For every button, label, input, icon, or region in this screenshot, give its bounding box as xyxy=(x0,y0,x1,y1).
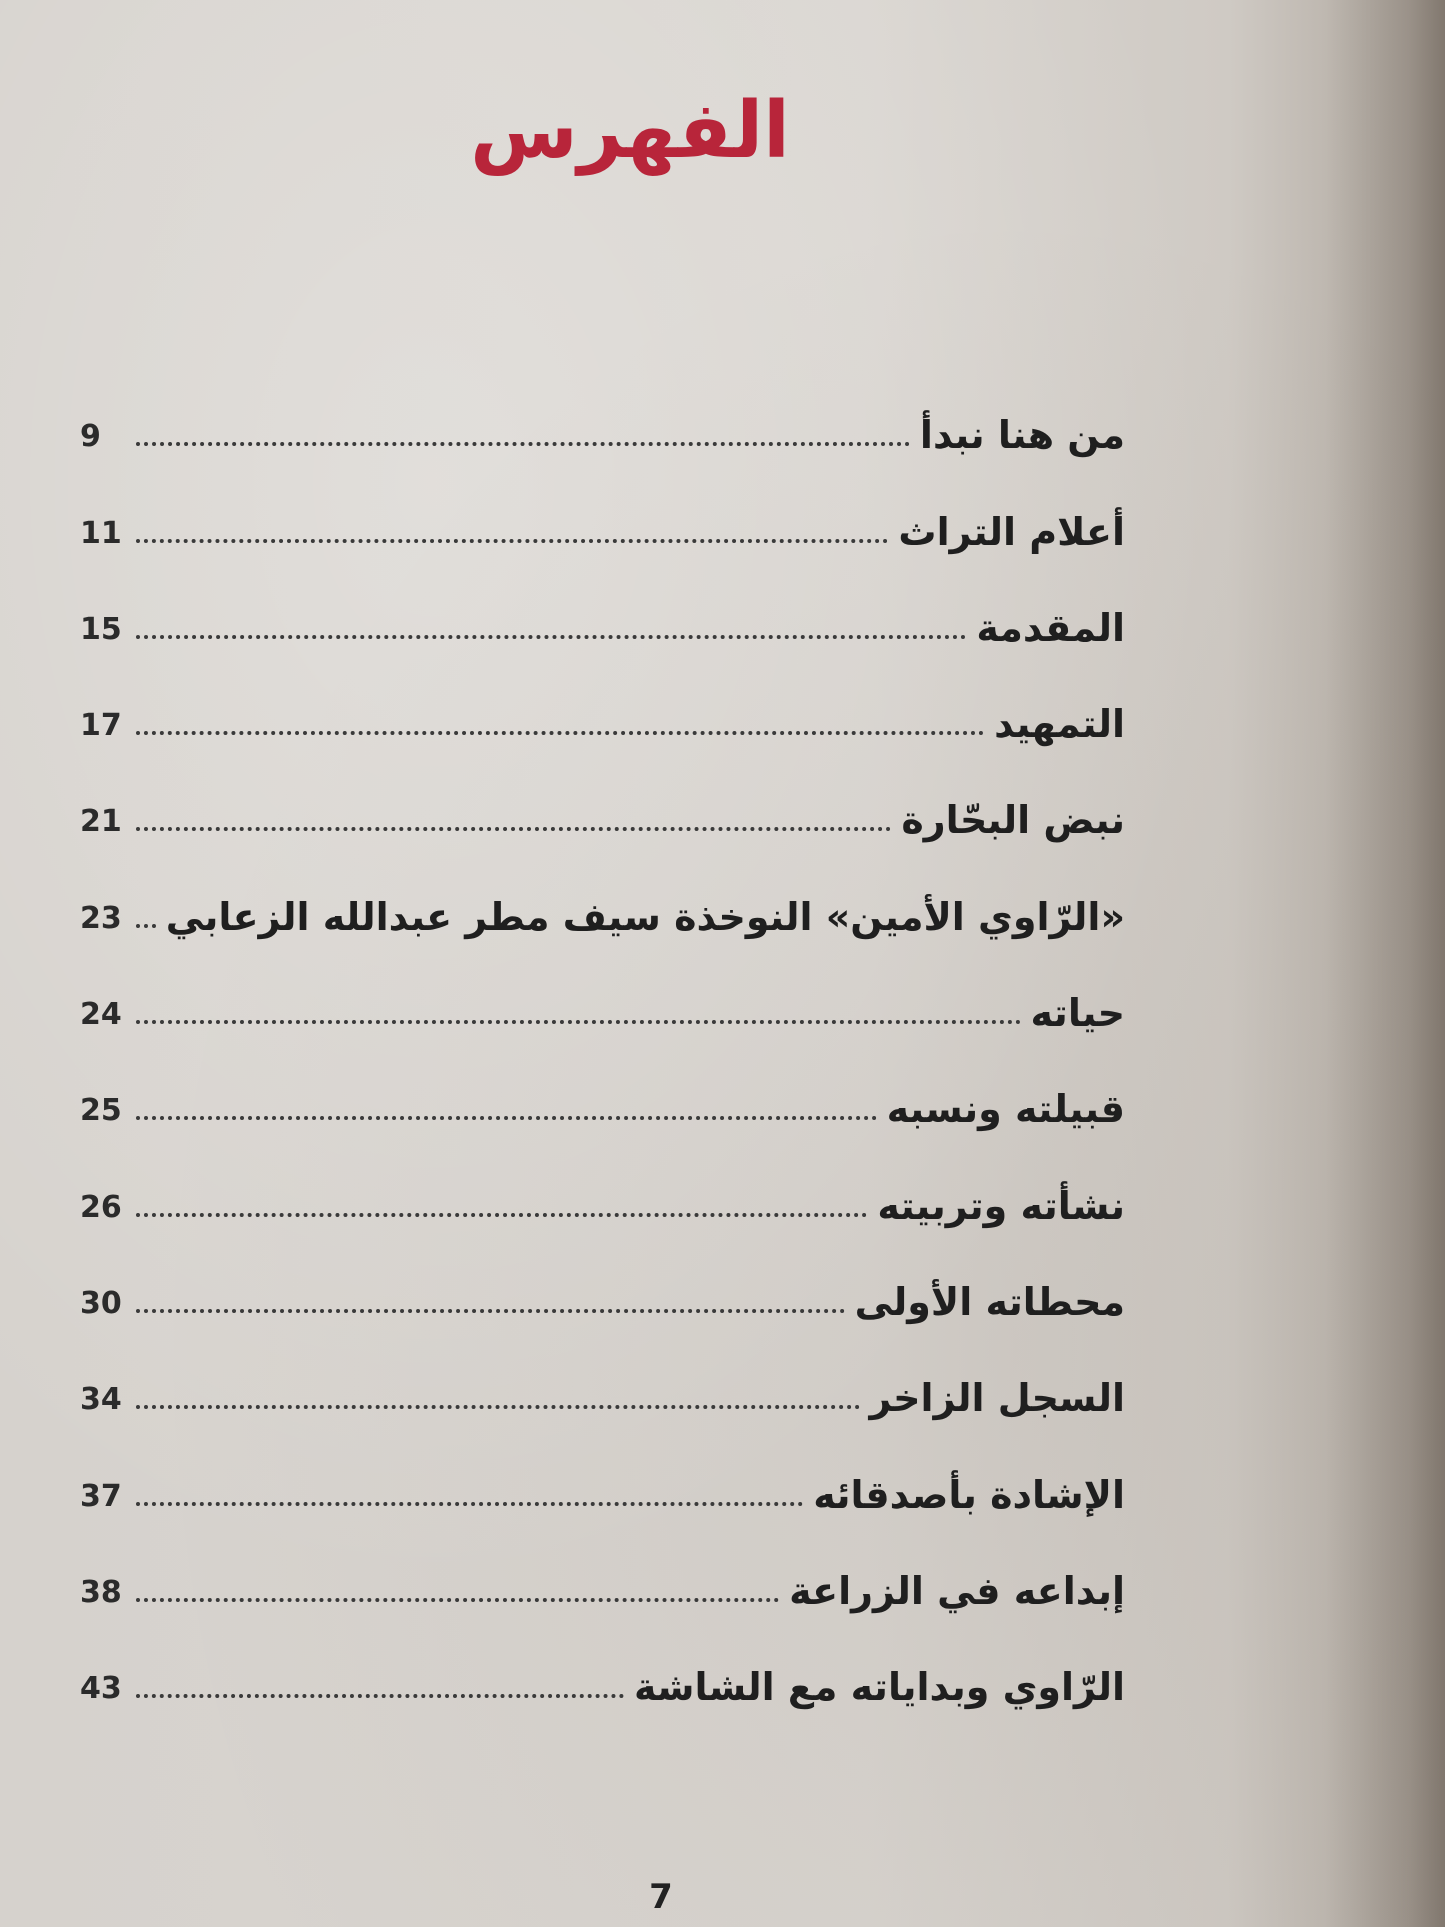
toc-page-number: 43 xyxy=(80,1671,122,1707)
toc-page-number: 11 xyxy=(80,515,122,551)
dot-leader xyxy=(136,1213,867,1217)
toc-page-number: 15 xyxy=(80,611,122,647)
dot-leader xyxy=(136,635,966,639)
toc-entry-title: السجل الزاخر xyxy=(869,1376,1125,1421)
toc-page-number: 38 xyxy=(80,1574,122,1610)
dot-leader xyxy=(136,731,984,735)
toc-page-number: 26 xyxy=(80,1189,122,1225)
toc-entry-title: إبداعه في الزراعة xyxy=(789,1568,1125,1613)
dot-leader xyxy=(136,442,910,446)
dot-leader xyxy=(136,827,891,831)
page-number: 7 xyxy=(649,1877,673,1917)
toc-entry xyxy=(80,1044,1125,1140)
toc-entry-title: المقدمة xyxy=(976,605,1125,650)
toc-entry-title: نشأته وتربيته xyxy=(877,1183,1125,1228)
toc-entry xyxy=(80,1140,1125,1236)
binding-shadow xyxy=(1325,0,1445,1927)
toc-entry xyxy=(80,466,1125,562)
toc-entry xyxy=(80,1622,1125,1718)
toc-entry-title: محطاته الأولى xyxy=(854,1279,1125,1324)
toc-entry-title: نبض البحّارة xyxy=(901,798,1125,843)
dot-leader xyxy=(136,1598,779,1602)
toc-page-number: 9 xyxy=(80,419,101,455)
dot-leader xyxy=(136,1405,860,1409)
dot-leader xyxy=(136,1694,624,1698)
toc-entry xyxy=(80,1237,1125,1333)
toc-page-number: 24 xyxy=(80,997,122,1033)
toc-page-number: 23 xyxy=(80,900,122,936)
dot-leader xyxy=(136,1116,877,1120)
toc-entry xyxy=(80,948,1125,1044)
toc-entry-title: قبيلته ونسبه xyxy=(886,1087,1125,1132)
toc-entry xyxy=(80,1429,1125,1525)
toc-entry-title: الإشادة بأصدقائه xyxy=(813,1472,1125,1517)
toc-entry-title: «الرّاوي الأمين» النوخذة سيف مطر عبدالله الزعابي xyxy=(165,894,1125,939)
toc-entry-title: من هنا نبدأ xyxy=(919,413,1125,458)
dot-leader xyxy=(136,1502,803,1506)
toc-page-number: 37 xyxy=(80,1478,122,1514)
table-of-contents xyxy=(80,370,1125,1718)
toc-page-number: 30 xyxy=(80,1285,122,1321)
toc-entry xyxy=(80,659,1125,755)
toc-entry-title: الرّاوي وبداياته مع الشاشة xyxy=(634,1665,1125,1710)
toc-entry xyxy=(80,851,1125,947)
dot-leader xyxy=(136,539,888,543)
toc-entry xyxy=(80,370,1125,466)
toc-entry xyxy=(80,1526,1125,1622)
toc-page-number: 21 xyxy=(80,804,122,840)
dot-leader xyxy=(136,924,156,928)
toc-page-number: 34 xyxy=(80,1382,122,1418)
dot-leader xyxy=(136,1020,1021,1024)
toc-entry xyxy=(80,563,1125,659)
toc-entry xyxy=(80,755,1125,851)
toc-entry-title: أعلام التراث xyxy=(898,509,1125,554)
page-title: الفهرس xyxy=(470,86,790,176)
dot-leader xyxy=(136,1309,845,1313)
toc-page-number: 25 xyxy=(80,1093,122,1129)
toc-page-number: 17 xyxy=(80,708,122,744)
toc-entry-title: حياته xyxy=(1030,991,1125,1036)
toc-entry xyxy=(80,1333,1125,1429)
toc-entry-title: التمهيد xyxy=(994,702,1125,747)
